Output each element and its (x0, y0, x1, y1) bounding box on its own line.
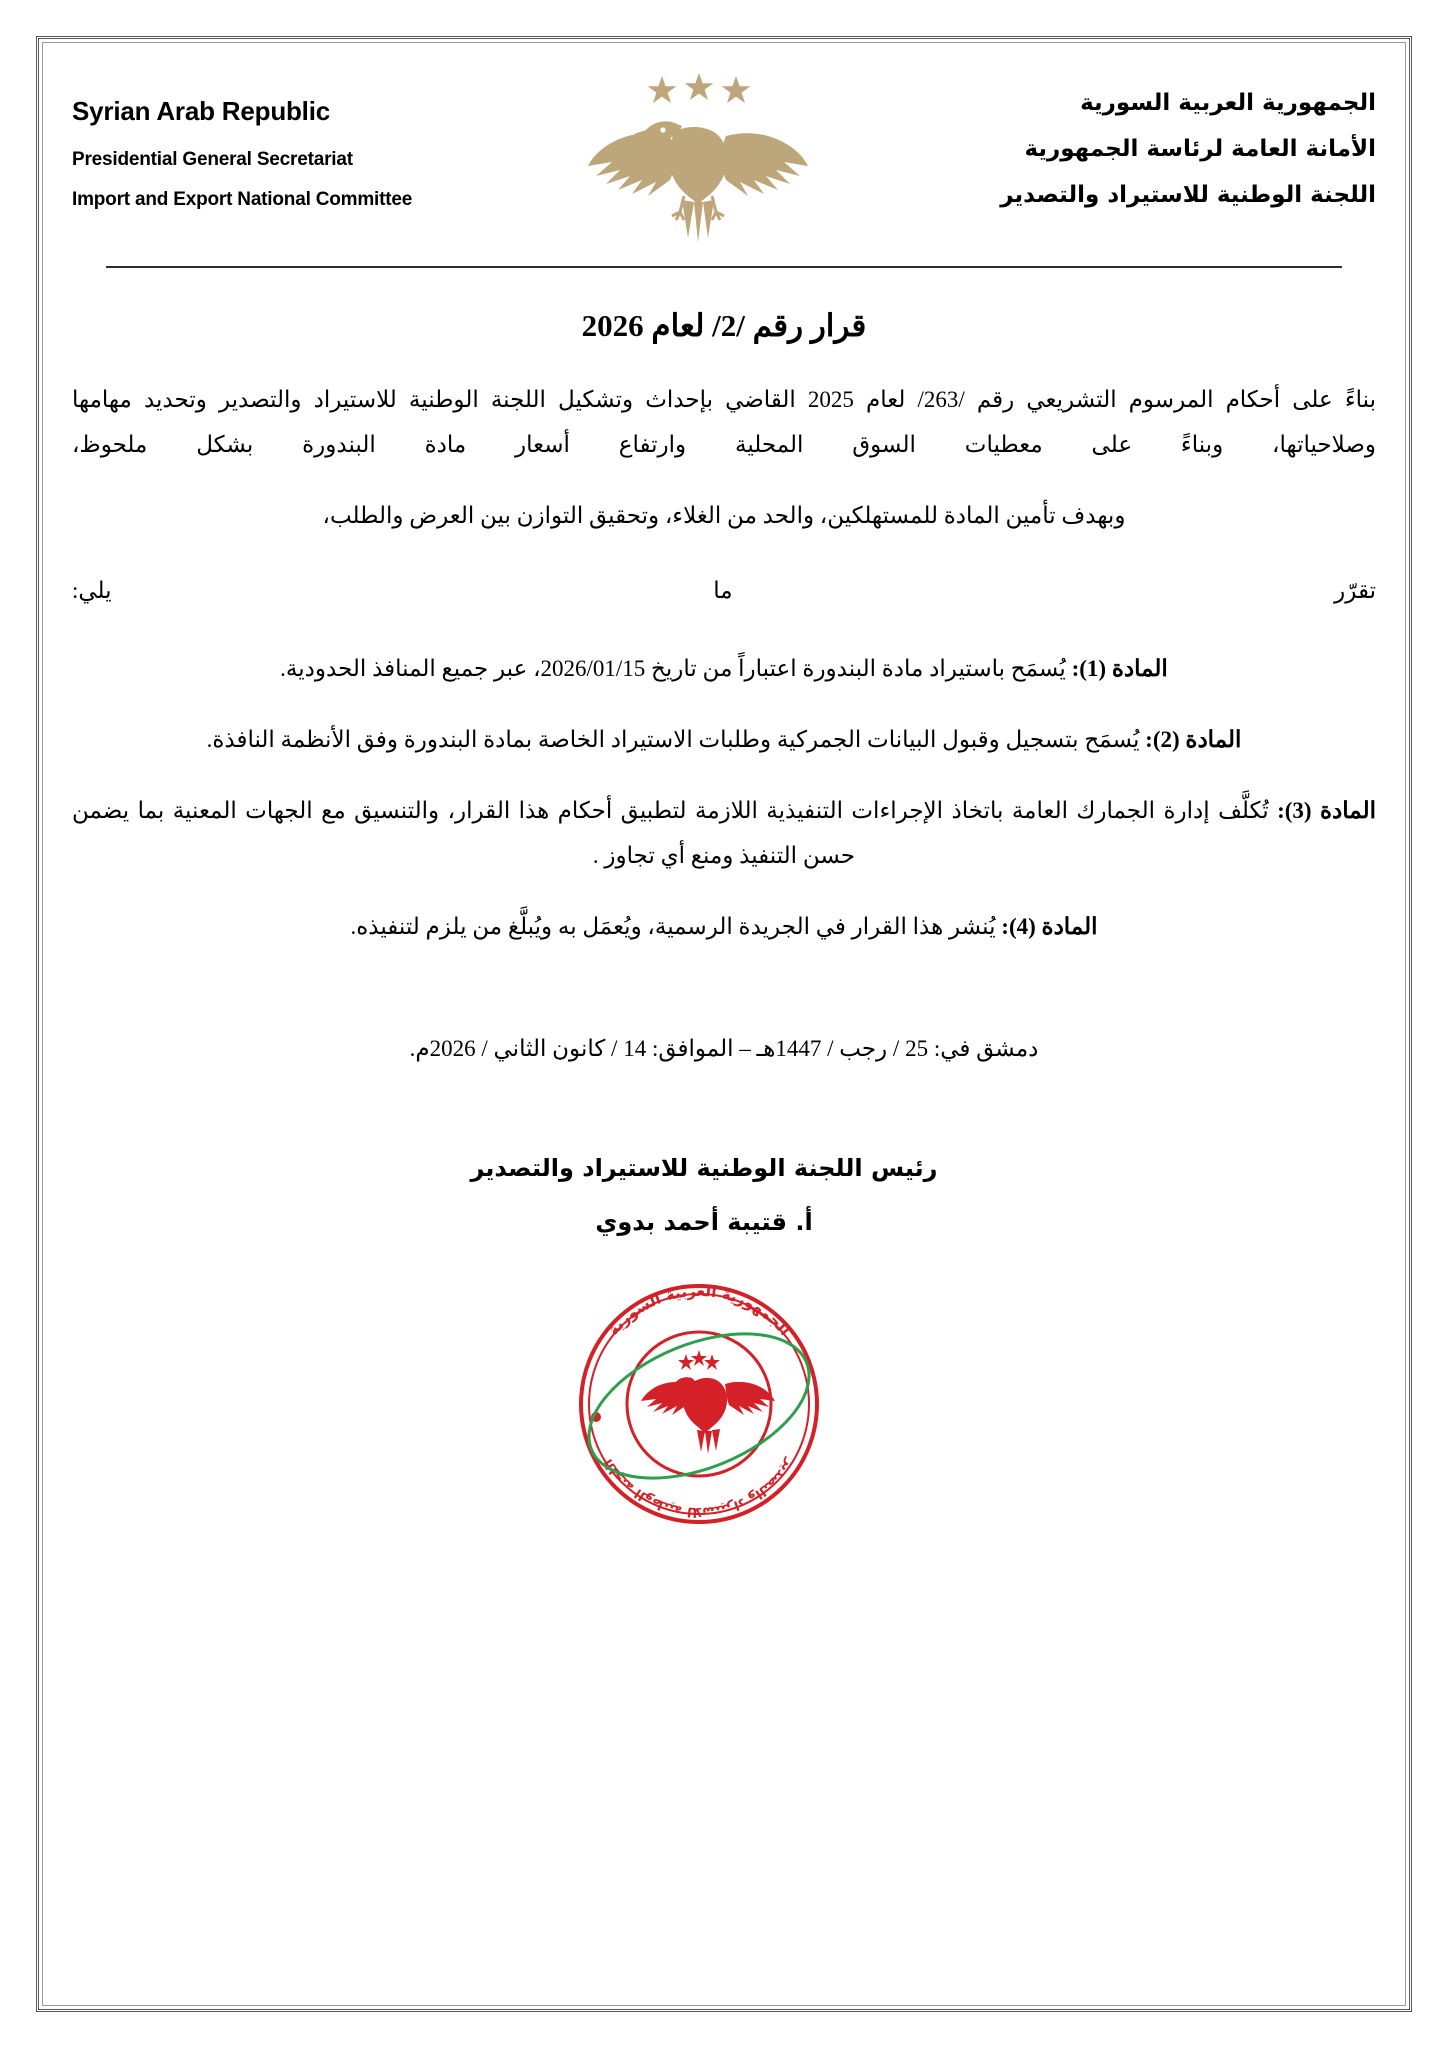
article-2-text: يُسمَح بتسجيل وقبول البيانات الجمركية وطلبات الاستيراد الخاصة بمادة البندورة وفق الأنظمة النافذة. (206, 727, 1146, 753)
arabic-committee-name: اللجنة الوطنية للاستيراد والتصدير (1000, 182, 1376, 208)
page-content (72, 52, 1376, 1996)
document-title: قرار رقم /2/ لعام 2026 (581, 308, 867, 343)
date-line: دمشق في: 25 / رجب / 1447هـ – الموافق: 14 / كانون الثاني / 2026م. (409, 1035, 1039, 1061)
emblem-star (648, 76, 677, 103)
article-3 (72, 789, 1376, 879)
article-1-text: يُسمَح باستيراد مادة البندورة اعتباراً من تاريخ 2026/01/15، عبر جميع المنافذ الحدودية. (280, 656, 1072, 682)
english-country-name: Syrian Arab Republic (72, 96, 330, 126)
article-2-label: المادة (2): (1145, 727, 1242, 753)
emblem-star (685, 73, 714, 100)
signatory-name: أ. قتيبة أحمد بدوي (595, 1207, 813, 1236)
article-3-text: تُكلَّف إدارة الجمارك العامة باتخاذ الإجراءات التنفيذية اللازمة لتطبيق أحكام هذا القرار، والتنسيق مع الجهات المعنية بما يضمن حسن التنفيذ ومنع أي تجاوز . (72, 798, 1278, 868)
arabic-secretariat-name: الأمانة العامة لرئاسة الجمهورية (1024, 136, 1376, 162)
article-4-text: يُنشر هذا القرار في الجريدة الرسمية، ويُعمَل به ويُبلَّغ من يلزم لتنفيذه. (350, 913, 1002, 939)
letterhead-arabic-block (906, 66, 1376, 228)
signature-block (72, 1154, 1376, 1554)
preamble-paragraph-1: بناءً على أحكام المرسوم التشريعي رقم /263/ لعام 2025 القاضي بإحداث وتشكيل اللجنة الوطنية للاستيراد والتصدير وتحديد مهامها وصلاحياتها، وبناءً على معطيات السوق المحلية وارتفاع أسعار مادة البندورة بشكل ملحوظ، (72, 387, 1376, 457)
letterhead-english-block (72, 66, 492, 229)
english-secretariat-name: Presidential General Secretariat (72, 149, 353, 170)
seal-top-text: الجمهورية العربية السورية (604, 1281, 795, 1339)
official-red-seal (549, 1254, 849, 1554)
article-1-label: المادة (1): (1071, 656, 1168, 682)
article-2 (72, 718, 1376, 763)
article-3-label: المادة (3): (1277, 798, 1376, 824)
preamble-paragraph-2: وبهدف تأمين المادة للمستهلكين، والحد من الغلاء، وتحقيق التوازن بين العرض والطلب، (322, 502, 1126, 528)
stamp-canvas (549, 1254, 849, 1554)
decides-label: تقرّر ما يلي: (72, 577, 1376, 603)
arabic-country-name: الجمهورية العربية السورية (1080, 90, 1376, 116)
letterhead (72, 52, 1376, 256)
header-divider (106, 266, 1342, 268)
article-4-label: المادة (4): (1001, 913, 1098, 939)
article-1 (72, 647, 1376, 692)
emblem-star (722, 76, 751, 103)
emblem-container (574, 66, 824, 250)
stamp-container (72, 1254, 1336, 1554)
seal-bottom-text: اللجنة الوطنية للاستيراد والتصدير (600, 1455, 798, 1519)
document-body (72, 378, 1376, 950)
english-committee-name: Import and Export National Committee (72, 189, 413, 210)
signatory-title: رئيس اللجنة الوطنية للاستيراد والتصدير (470, 1153, 938, 1182)
seal-eagle-icon (641, 1350, 775, 1454)
syrian-eagle-emblem (584, 70, 814, 250)
article-4 (72, 905, 1376, 950)
